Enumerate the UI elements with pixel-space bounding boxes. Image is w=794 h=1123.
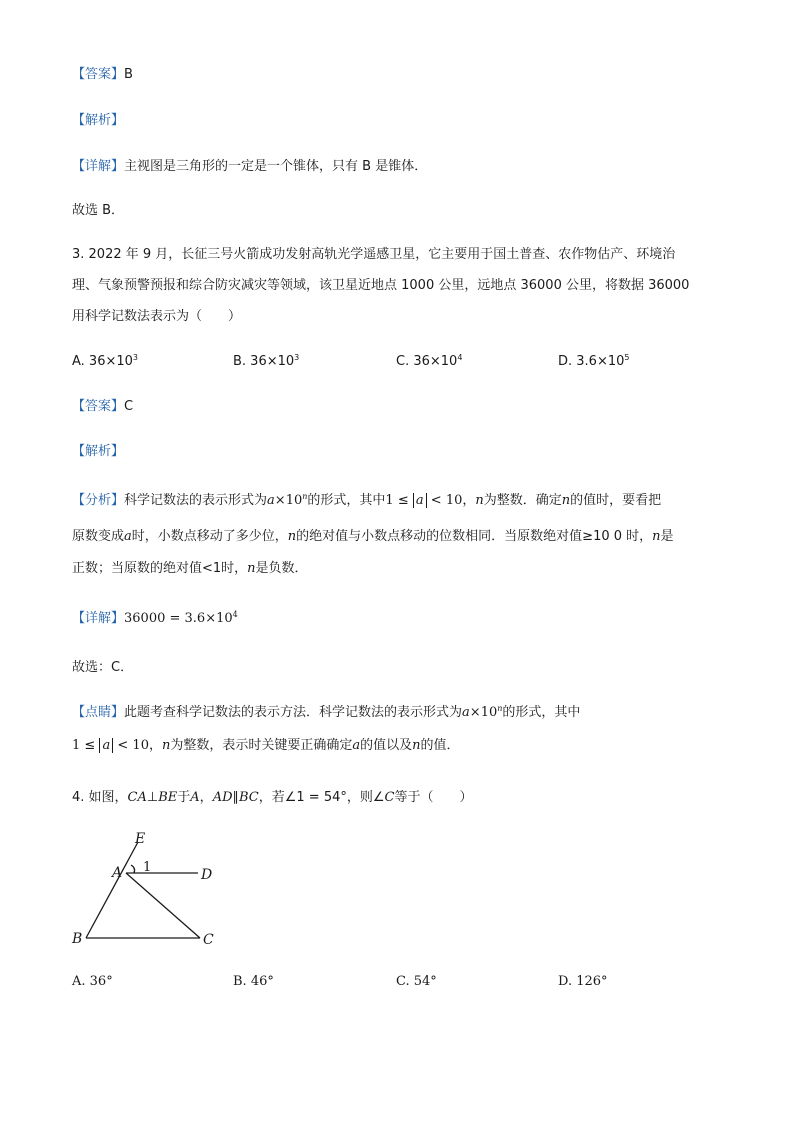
detail-tag: 【详解】	[72, 611, 125, 626]
q4-geometry-figure	[66, 828, 246, 958]
line-BE	[86, 842, 138, 938]
q3-stem-line-1: 3. 2022 年 9 月，长征三号火箭成功发射高轨光学遥感卫星，它主要用于国土普查、农作物估产、环境治	[72, 247, 676, 262]
label-1: 1	[143, 860, 152, 875]
q2-answer-line	[72, 66, 133, 84]
answer-value: C	[124, 399, 134, 414]
line-AC	[126, 873, 200, 938]
label-C: C	[203, 932, 214, 948]
q3-option-c: C. $36\times 10^4$	[396, 353, 463, 369]
absolute-value-a: a	[413, 493, 427, 508]
angle-1-arc	[131, 865, 135, 873]
q3-fenxi-line-1: 【分析】科学记数法的表示形式为$a\times 10^n$的形式，其中1 ≤ a < 10，n为整数．确定n的值时，要看把	[72, 492, 662, 508]
q3-option-d: D. $3.6\times 10^5$	[558, 353, 630, 369]
q3-fenxi-line-2: 原数变成a时，小数点移动了多少位，n的绝对值与小数点移动的位数相同．当原数绝对值≥10 0 时，n是	[72, 529, 674, 544]
detail-tag: 【详解】	[72, 159, 125, 174]
analysis-tag: 【解析】	[72, 113, 125, 128]
q3-option-a: A. $36\times 10^3$	[72, 353, 138, 369]
q4-stem: 4. 如图，CA⊥BE于A，AD∥BC，若∠1 = 54°，则∠C等于（ ）	[72, 790, 473, 805]
answer-tag: 【答案】	[72, 399, 125, 414]
q3-analysis-tag	[72, 443, 124, 461]
q2-detail-line	[72, 158, 427, 176]
q3-comment-line-1: 【点睛】此题考查科学记数法的表示方法．科学记数法的表示形式为$a\times 10^n$的形式，其中	[72, 704, 581, 720]
detail-text: 主视图是三角形的一定是一个锥体，只有 B 是锥体．	[124, 159, 428, 174]
q3-option-b: B. $36\times 10^3$	[233, 353, 300, 369]
label-A: A	[112, 865, 123, 881]
q4-option-c: C. 54°	[396, 974, 437, 989]
label-B: B	[72, 931, 83, 947]
label-D: D	[201, 867, 213, 883]
q3-comment-line-2: 1 ≤ a < 10，n为整数，表示时关键要正确确定a的值以及n的值．	[72, 738, 460, 753]
q4-option-a: A. 36°	[72, 974, 113, 989]
q3-fenxi-line-3: 正数；当原数的绝对值<1时，n是负数．	[72, 561, 308, 576]
q3-stem-line-3: 用科学记数法表示为（ ）	[72, 309, 242, 324]
q2-conclusion: 故选 B．	[72, 203, 125, 218]
q2-analysis-tag	[72, 112, 124, 130]
q3-conclusion: 故选：C．	[72, 660, 134, 675]
analysis-tag: 【解析】	[72, 444, 125, 459]
q3-stem-line-2: 理、气象预警预报和综合防灾减灾等领域，该卫星近地点 1000 公里，远地点 36000 公里，将数据 36000	[72, 278, 690, 293]
q4-option-d: D. 126°	[558, 974, 608, 989]
answer-tag: 【答案】	[72, 67, 125, 82]
answer-value: B	[124, 67, 133, 82]
q3-answer-line	[72, 398, 133, 416]
q3-detail-line: 【详解】$36000 = 3.6\times 10^4$	[72, 610, 238, 626]
absolute-value-a: a	[99, 738, 113, 753]
label-E: E	[135, 831, 146, 847]
q4-option-b: B. 46°	[233, 974, 274, 989]
